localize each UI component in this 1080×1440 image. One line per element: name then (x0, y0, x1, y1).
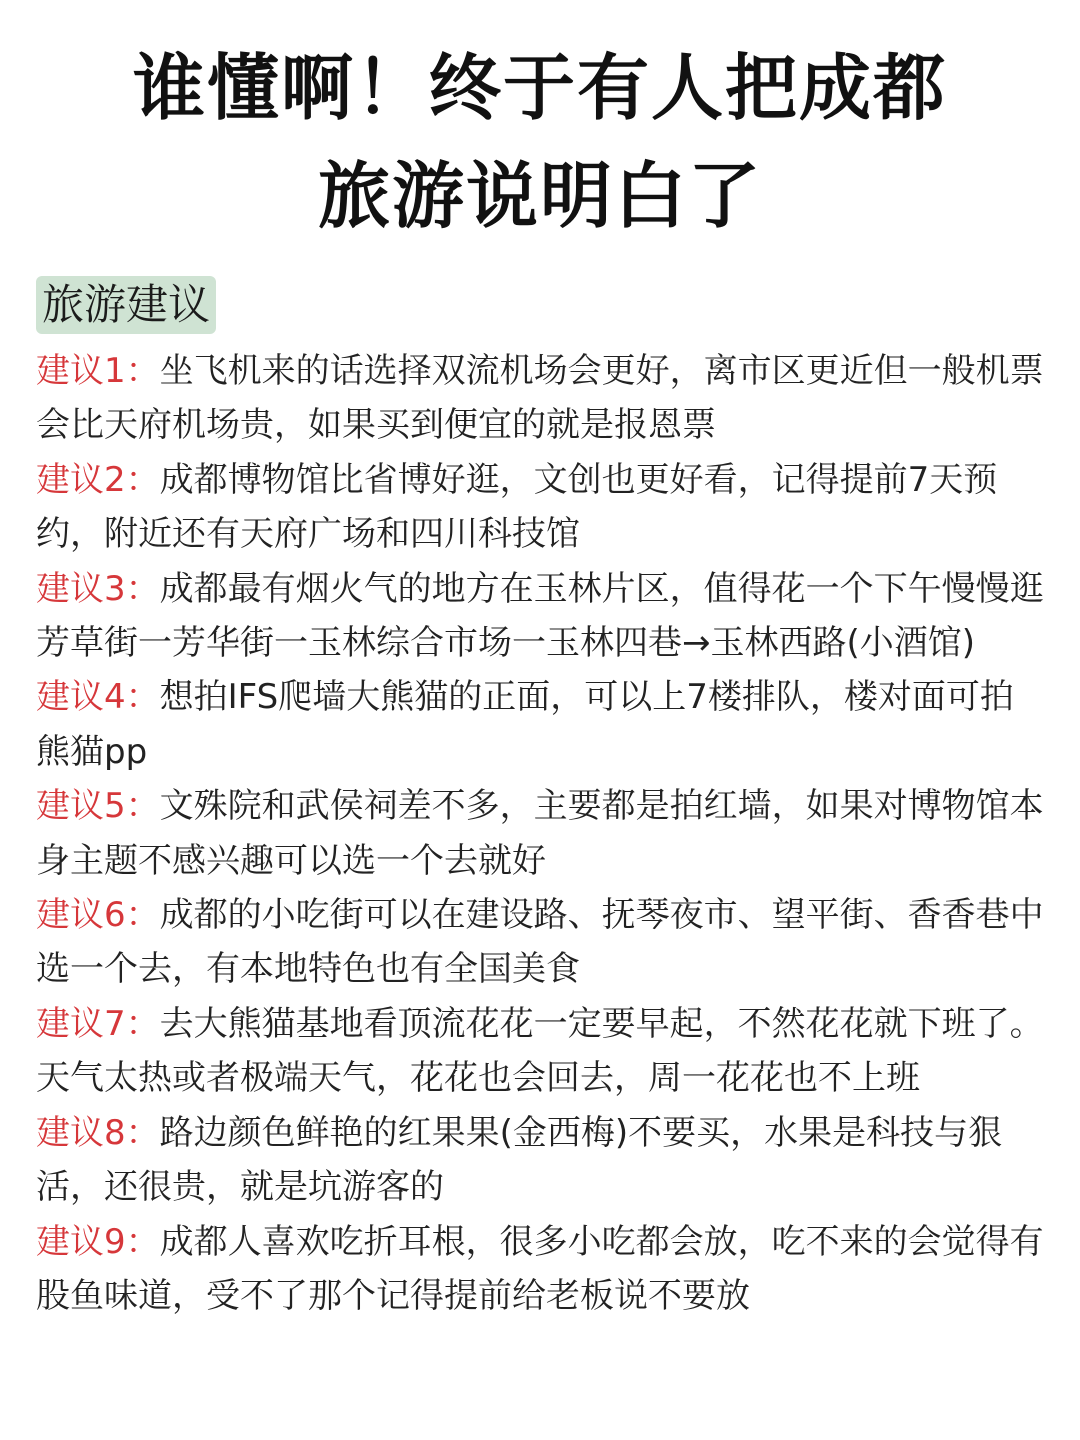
tip-text: 成都最有烟火气的地方在玉林片区，值得花一个下午慢慢逛芳草街一芳华街一玉林综合市场一玉林四巷→玉林西路(小酒馆) (36, 568, 1044, 664)
tip-label: 建议2： (36, 459, 160, 500)
tip-text: 成都人喜欢吃折耳根，很多小吃都会放，吃不来的会觉得有股鱼味道，受不了那个记得提前给老板说不要放 (36, 1221, 1044, 1316)
tip-label: 建议3： (36, 568, 160, 609)
tip-label: 建议5： (36, 786, 160, 827)
tip-text: 想拍IFS爬墙大熊猫的正面，可以上7楼排队，楼对面可拍熊猫pp (36, 677, 1014, 772)
tip-item-7 (36, 997, 1044, 1106)
section-heading-tag: 旅游建议 (36, 276, 216, 334)
tip-text: 成都博物馆比省博好逛，文创也更好看，记得提前7天预约，附近还有天府广场和四川科技馆 (36, 459, 998, 555)
tip-label: 建议4： (36, 677, 160, 718)
tip-item-2 (36, 453, 1044, 562)
tip-text: 文殊院和武侯祠差不多，主要都是拍红墙，如果对博物馆本身主题不感兴趣可以选一个去就好 (36, 786, 1044, 881)
tip-item-1 (36, 344, 1044, 453)
tip-label: 建议6： (36, 895, 160, 936)
tip-text: 成都的小吃街可以在建设路、抚琴夜市、望平街、香香巷中选一个去，有本地特色也有全国美食 (36, 895, 1044, 990)
tips-list (36, 344, 1044, 1323)
tip-text: 路边颜色鲜艳的红果果(金西梅)不要买，水果是科技与狠活，还很贵，就是坑游客的 (36, 1112, 1003, 1208)
tip-item-4 (36, 670, 1044, 779)
title-line-1: 谁懂啊！终于有人把成都 (132, 46, 947, 130)
tip-label: 建议7： (36, 1003, 160, 1044)
tip-item-5 (36, 779, 1044, 888)
tip-item-6 (36, 888, 1044, 997)
tip-label: 建议9： (36, 1221, 160, 1262)
tip-text: 去大熊猫基地看顶流花花一定要早起，不然花花就下班了。天气太热或者极端天气，花花也会回去，周一花花也不上班 (36, 1003, 1044, 1099)
page-title (36, 0, 1044, 250)
tip-label: 建议1： (36, 351, 160, 391)
tip-item-9 (36, 1215, 1044, 1324)
title-line-2: 旅游说明白了 (317, 154, 762, 238)
tip-label: 建议8： (36, 1112, 160, 1153)
tip-text: 坐飞机来的话选择双流机场会更好，离市区更近但一般机票会比天府机场贵，如果买到便宜的就是报恩票 (36, 351, 1044, 446)
tip-item-8 (36, 1106, 1044, 1215)
tip-item-3 (36, 562, 1044, 671)
